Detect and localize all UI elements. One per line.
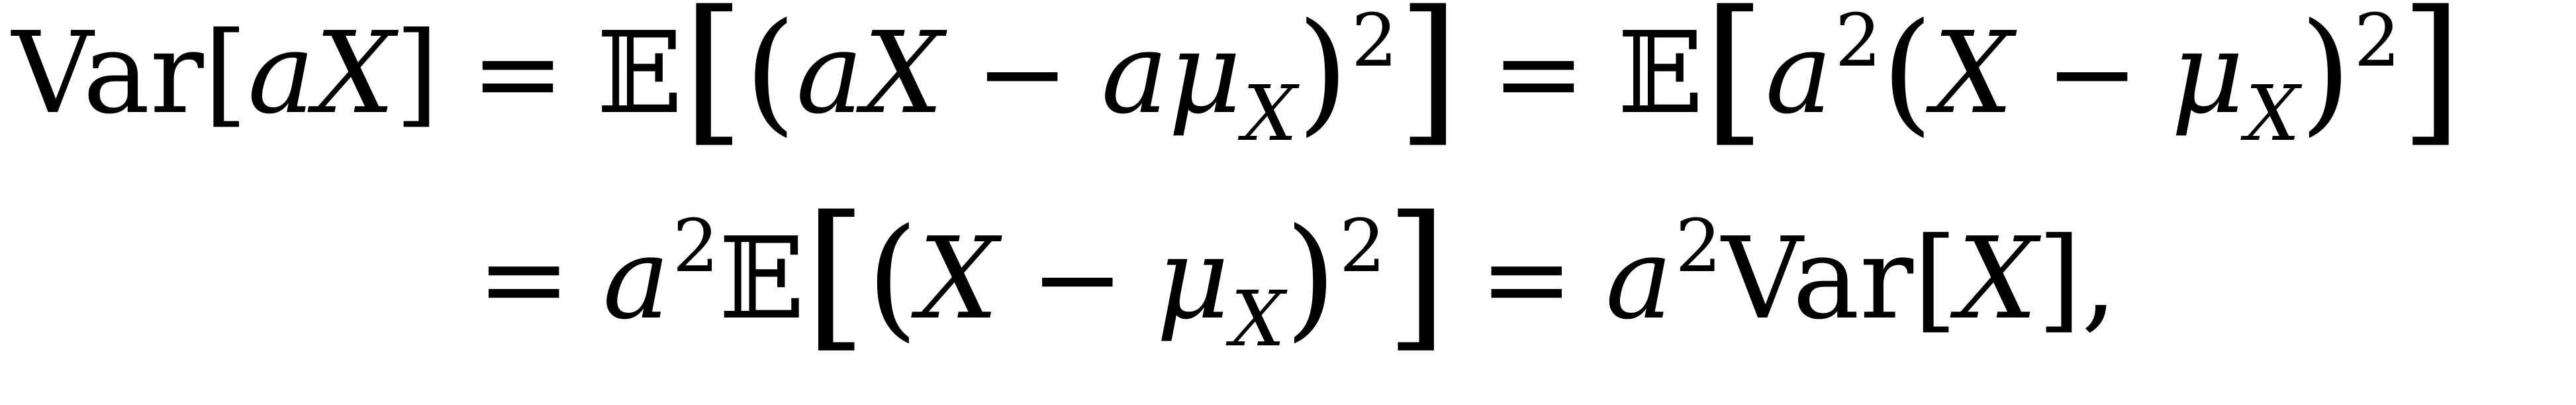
scalar-a: a [602, 213, 670, 345]
mean-subscript: X [1231, 275, 1285, 364]
mean-symbol: μ [2171, 8, 2244, 139]
equation-line-2 [477, 182, 2117, 367]
equals-sign: = [477, 213, 571, 345]
big-left-bracket: [ [682, 0, 745, 162]
expectation-operator: 𝔼 [1617, 8, 1703, 139]
random-variable: X [1957, 213, 2038, 345]
big-right-bracket: ] [1398, 0, 1460, 162]
square-exponent: 2 [2354, 0, 2401, 83]
left-bracket: [ [1913, 213, 1958, 345]
big-right-bracket: ] [1385, 182, 1448, 367]
right-paren: ) [2299, 0, 2352, 149]
mean-subscript: X [1243, 70, 1298, 158]
square-exponent: 2 [1351, 0, 1398, 83]
trailing-comma: , [2081, 213, 2117, 345]
right-bracket: ] [395, 8, 439, 139]
expectation-operator: 𝔼 [596, 8, 683, 139]
scaled-mean: aμ [1101, 8, 1242, 139]
var-operator: Var [12, 8, 204, 139]
right-paren: ) [1297, 0, 1349, 149]
equation-line-1 [12, 0, 2463, 162]
square-exponent: 2 [1339, 203, 1386, 288]
scaled-variable: aX [248, 8, 395, 139]
random-variable: X [1932, 8, 2013, 139]
square-exponent: 2 [672, 203, 719, 288]
equals-sign: = [1491, 8, 1586, 139]
square-exponent: 2 [1835, 0, 1882, 83]
square-exponent: 2 [1675, 203, 1722, 288]
var-operator: Var [1721, 213, 1914, 345]
big-left-bracket: [ [804, 182, 867, 367]
scaled-variable: aX [796, 8, 943, 139]
right-paren: ) [1284, 200, 1337, 355]
mean-symbol: μ [1156, 213, 1230, 345]
left-bracket: [ [203, 8, 248, 139]
equals-sign: = [470, 8, 565, 139]
scalar-a: a [1765, 8, 1833, 139]
mean-subscript: X [2245, 70, 2300, 158]
expectation-operator: 𝔼 [718, 213, 805, 345]
equals-sign: = [1479, 213, 1574, 345]
big-left-bracket: [ [1703, 0, 1766, 162]
scalar-a: a [1605, 213, 1673, 345]
minus-sign: − [2044, 8, 2140, 139]
minus-sign: − [975, 8, 1070, 139]
left-paren: ( [867, 200, 919, 355]
minus-sign: − [1030, 213, 1125, 345]
right-bracket: ] [2037, 213, 2081, 345]
left-paren: ( [744, 0, 796, 149]
random-variable: X [918, 213, 999, 345]
left-paren: ( [1881, 0, 1933, 149]
big-right-bracket: ] [2400, 0, 2463, 162]
